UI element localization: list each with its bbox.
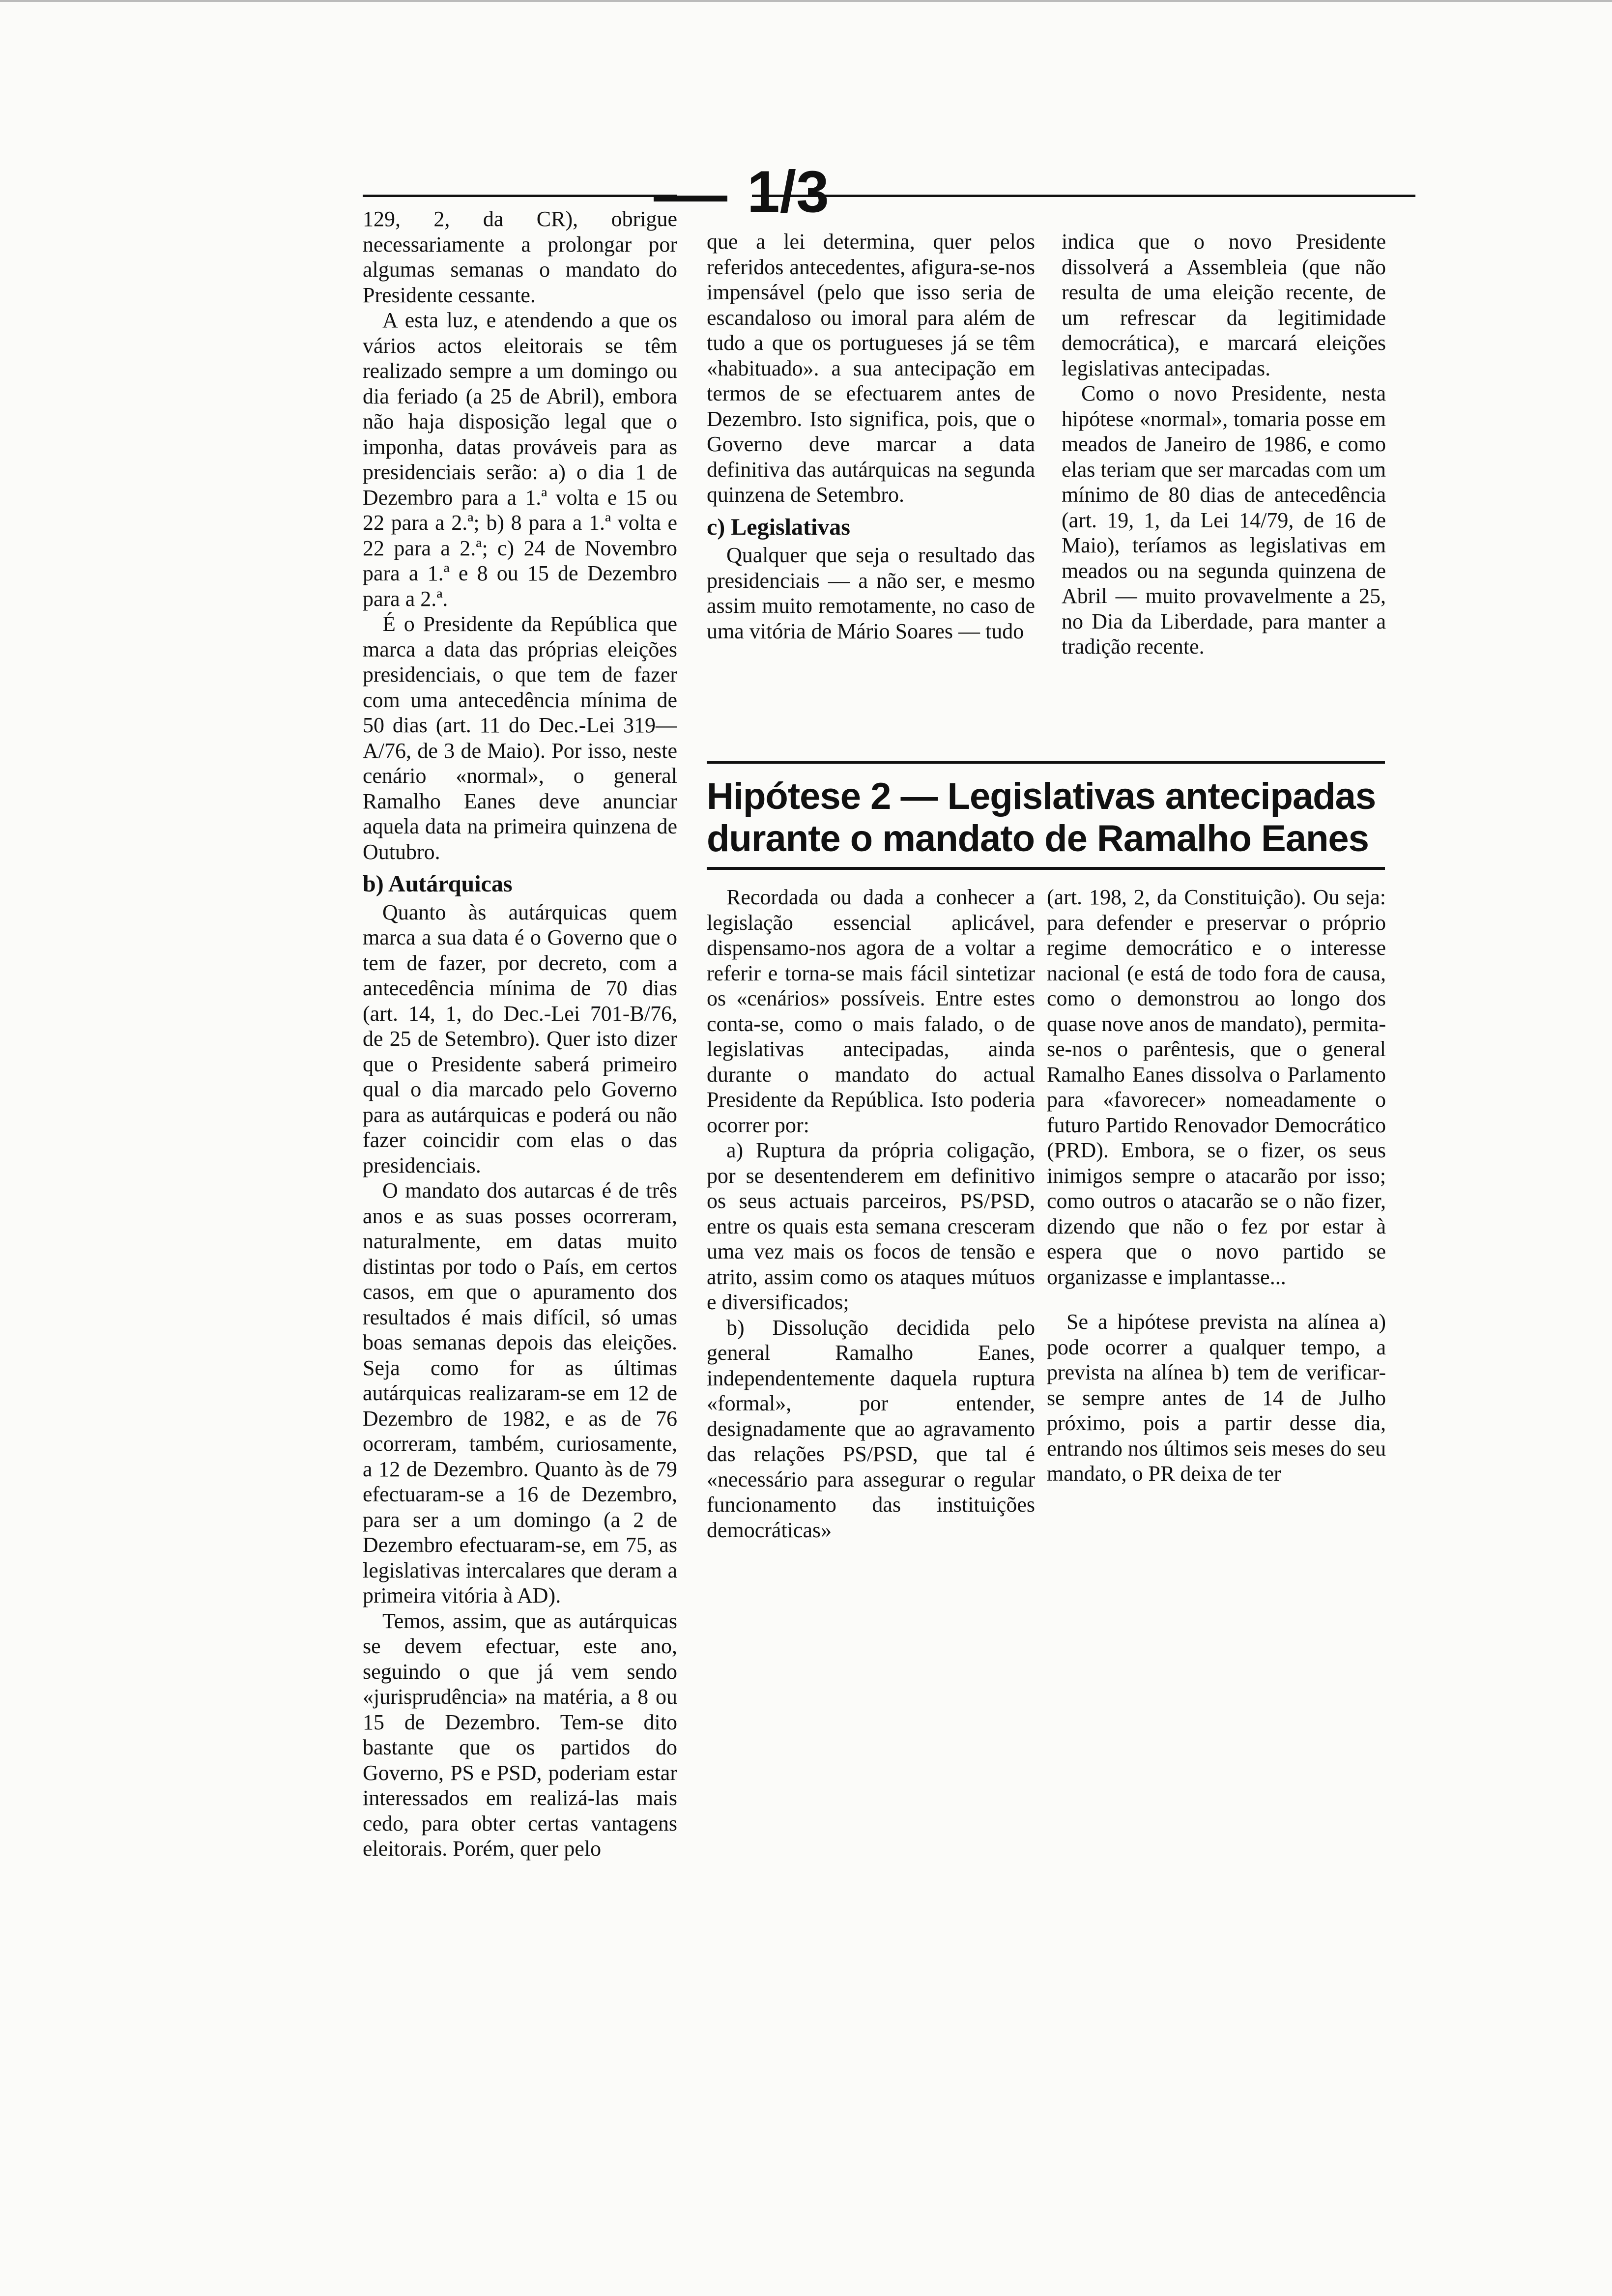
col3-paragraph-1: indica que o novo Presidente dissolverá a Assembleia (que não resulta de uma eleição recente, de um refrescar da legitimidade democrática), e marcará eleições legislativas antecipadas. xyxy=(1062,230,1386,380)
col5-paragraph-1: (art. 198, 2, da Constituição). Ou seja: para defender e preservar o próprio regime democrático e o interesse nacional (e está de todo fora de causa, como o demonstrou ao longo dos quase nove anos de mandato), permita-se-nos o parêntesis, que o general Ramalho Eanes dissolva o Parlamento para «favorecer» nomeadamente o futuro Partido Renovador Democrático (PRD). Embora, se o fizer, os seus inimigos sempre o atacarão por isso; como outros o atacarão se o não fizer, dizendo que não o fez por estar à espera que o novo partido se organizasse e implantasse... xyxy=(1047,885,1386,1289)
col1-paragraph-5: O mandato dos autarcas é de três anos e as suas posses ocorreram, naturalmente, em datas muito distintas por todo o País, em certos casos, em que o apuramento dos resultados é mais difícil, só umas boas semanas depois das eleições. Seja como for as últimas autárquicas realizaram-se em 12 de Dezembro de 1982, e as de 76 ocorreram, também, curiosamente, a 12 de Dezembro. Quanto às de 79 efectuaram-se a 16 de Dezembro, para ser a um domingo (a 2 de Dezembro efectuaram-se, em 75, as legislativas intercalares que deram a primeira vitória à AD). xyxy=(363,1178,677,1607)
column-1 xyxy=(363,206,677,1961)
col1-paragraph-3: É o Presidente da República que marca a data das próprias eleições presidenciais, o que tem de fazer com uma antecedência mínima de 50 dias (art. 11 do Dec.-Lei 319—A/76, de 3 de Maio). Por isso, neste cenário «normal», o general Ramalho Eanes deve anunciar aquela data na primeira quinzena de Outubro. xyxy=(363,612,677,864)
page-mark-bar xyxy=(654,196,727,201)
col2-paragraph-2: Qualquer que seja o resultado das presidenciais — a não ser, e mesmo assim muito remotamente, no caso de uma vitória de Mário Soares — tudo xyxy=(707,543,1035,643)
top-rule-right xyxy=(752,195,1415,197)
headline: Hipótese 2 — Legislativas antecipadas durante o mandato de Ramalho Eanes xyxy=(707,775,1376,860)
headline-bottom-rule xyxy=(707,867,1385,870)
top-rule-left xyxy=(363,195,677,197)
scan-edge xyxy=(0,0,1612,9)
col4-paragraph-3: b) Dissolução decidida pelo general Ramalho Eanes, independentemente daquela ruptura «formal», por entender, designadamente que ao agravamento das relações PS/PSD, que tal é «necessário para assegurar o regular funcionamento das instituições democráticas» xyxy=(707,1315,1035,1542)
page-number-mark: 1/3 xyxy=(747,159,829,225)
subheading-autarquicas: b) Autárquicas xyxy=(363,871,513,897)
column-5 xyxy=(1047,885,1386,1632)
col3-paragraph-2: Como o novo Presidente, nesta hipótese «normal», tomaria posse em meados de Janeiro de 1986, e como elas teriam que ser marcadas com um mínimo de 80 dias de antecedência (art. 19, 1, da Lei 14/79, de 16 de Maio), teríamos as legislativas em meados ou na segunda quinzena de Abril — muito provavelmente a 25, no Dia da Liberdade, para manter a tradição recente. xyxy=(1062,381,1386,659)
col1-paragraph-4: Quanto às autárquicas quem marca a sua data é o Governo que o tem de fazer, por decreto, com a antecedência mínima de 70 dias (art. 14, 1, do Dec.-Lei 701-B/76, de 25 de Setembro). Quer isto dizer que o Presidente saberá primeiro qual o dia marcado pelo Governo para as autárquicas e poderá ou não fazer coincidir com elas o das presidenciais. xyxy=(363,900,677,1177)
col4-paragraph-2: a) Ruptura da própria coligação, por se desentenderem em definitivo os seus actuais parceiros, PS/PSD, entre os quais esta semana cresceram uma vez mais os focos de tensão e atrito, assim como os ataques mútuos e diversificados; xyxy=(707,1138,1035,1314)
column-4 xyxy=(707,885,1035,1632)
col2-paragraph-1: que a lei determina, quer pelos referidos antecedentes, afigura-se-nos impensável (pelo que isso seria de escandaloso ou imoral para além de tudo a que os portugueses já se têm «habituado». a sua antecipação em termos de se efectuarem antes de Dezembro. Isto significa, pois, que o Governo deve marcar a data definitiva das autárquicas na segunda quinzena de Setembro. xyxy=(707,230,1035,507)
subheading-legislativas: c) Legislativas xyxy=(707,514,850,540)
col1-paragraph-2: A esta luz, e atendendo a que os vários actos eleitorais se têm realizado sempre a um domingo ou dia feriado (a 25 de Abril), embora não haja disposição legal que o imponha, datas prováveis para as presidenciais serão: a) o dia 1 de Dezembro para a 1.ª volta e 15 ou 22 para a 2.ª; b) 8 para a 1.ª volta e 22 para a 2.ª; c) 24 de Novembro para a 1.ª e 8 ou 15 de Dezembro para a 2.ª. xyxy=(363,308,677,611)
col1-paragraph-6: Temos, assim, que as autárquicas se devem efectuar, este ano, seguindo o que já vem sendo «jurisprudência» na matéria, a 8 ou 15 de Dezembro. Tem-se dito bastante que os partidos do Governo, PS e PSD, poderiam estar interessados em realizá-las mais cedo, para obter certas vantagens eleitorais. Porém, quer pelo xyxy=(363,1608,677,1861)
col4-paragraph-1: Recordada ou dada a conhecer a legislação essencial aplicável, dispensamo-nos agora de a voltar a referir e torna-se mais fácil sintetizar os «cenários» possíveis. Entre estes conta-se, como o mais falado, o de legislativas antecipadas, ainda durante o mandato do actual Presidente da República. Isto poderia ocorrer por: xyxy=(707,885,1035,1137)
headline-top-rule xyxy=(707,761,1385,764)
col5-paragraph-2: Se a hipótese prevista na alínea a) pode ocorrer a qualquer tempo, a prevista na alínea b) tem de verificar-se sempre antes de 14 de Julho próximo, pois a partir desse dia, entrando nos últimos seis meses do seu mandato, o PR deixa de ter xyxy=(1047,1310,1386,1486)
col1-paragraph-1: 129, 2, da CR), obrigue necessariamente a prolongar por algumas semanas o mandato do Presidente cessante. xyxy=(363,207,677,307)
column-3 xyxy=(1062,229,1386,750)
column-2 xyxy=(707,229,1035,750)
